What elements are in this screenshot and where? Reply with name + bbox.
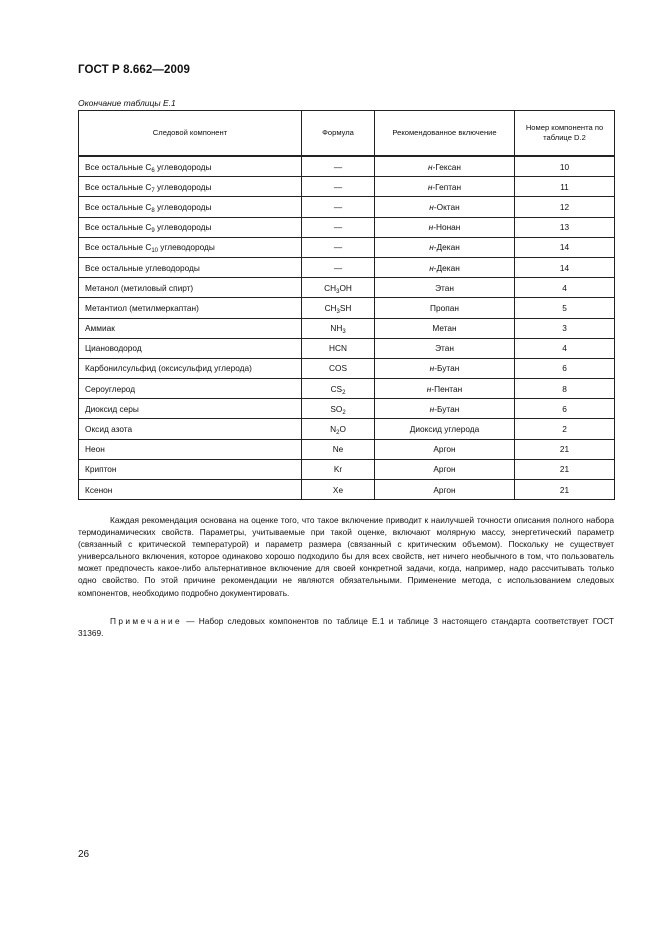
component-text: Все остальные С (85, 242, 152, 253)
cell-recommended (375, 197, 515, 217)
recommended-prefix: н (428, 222, 434, 233)
cell-number: 4 (515, 278, 615, 298)
cell-component (79, 439, 302, 459)
formula-text-end: SH (339, 302, 352, 313)
cell-recommended (375, 419, 515, 439)
cell-number: 21 (515, 439, 615, 459)
cell-recommended (375, 237, 515, 257)
cell-component (79, 197, 302, 217)
recommended-prefix: н (427, 181, 433, 192)
cell-recommended (375, 177, 515, 197)
component-text: Оксид азота (85, 424, 133, 435)
table-row (79, 480, 615, 500)
component-text: Аммиак (85, 323, 115, 334)
cell-recommended (375, 298, 515, 318)
formula-text: HCN (329, 343, 347, 354)
table-row (79, 459, 615, 479)
formula-subscript: 3 (342, 329, 346, 336)
recommended-text: -Бутан (434, 403, 460, 414)
table-row (79, 298, 615, 318)
recommended-text: Пропан (430, 302, 459, 313)
table-row (79, 338, 615, 358)
table-row (79, 197, 615, 217)
cell-formula (302, 358, 375, 378)
component-text: Циановодород (85, 343, 142, 354)
table-row (79, 278, 615, 298)
component-text-end: углеводороды (154, 181, 212, 192)
component-subscript: 8 (151, 207, 155, 214)
cell-recommended (375, 156, 515, 177)
recommended-text: -Нонан (433, 222, 461, 233)
formula-text: — (333, 262, 343, 273)
table-row (79, 439, 615, 459)
formula-text: CS (330, 383, 343, 394)
formula-text-end: O (339, 424, 346, 435)
formula-subscript: 2 (336, 430, 340, 437)
cell-number: 11 (515, 177, 615, 197)
cell-component (79, 379, 302, 399)
table-row (79, 419, 615, 439)
cell-recommended (375, 257, 515, 277)
recommended-text: Аргон (433, 464, 456, 475)
note-text: — Набор следовых компонентов по таблице Е.1 и таблице 3 настоящего стандарта соответствует ГОСТ 31369. (78, 616, 614, 639)
formula-text: — (333, 181, 343, 192)
component-text-end: углеводороды (154, 201, 212, 212)
cell-number: 6 (515, 399, 615, 419)
component-text-end: углеводороды (158, 242, 215, 253)
header-component: Следовой компонент (79, 111, 302, 157)
component-text: Карбонилсульфид (оксисульфид углерода) (85, 363, 252, 374)
formula-text: — (333, 222, 343, 233)
recommended-prefix: н (429, 403, 435, 414)
recommended-prefix: н (429, 262, 434, 273)
note-paragraph (78, 615, 614, 639)
formula-text-end: OH (339, 282, 352, 293)
table-row (79, 358, 615, 378)
component-text: Ксенон (85, 484, 113, 495)
cell-component (79, 217, 302, 237)
recommended-text: -Бутан (434, 363, 460, 374)
cell-recommended (375, 338, 515, 358)
recommended-text: -Гептан (432, 181, 462, 192)
cell-recommended (375, 459, 515, 479)
recommended-text: -Декан (433, 262, 460, 273)
recommended-prefix: н (429, 363, 435, 374)
cell-formula (302, 318, 375, 338)
table-row (79, 237, 615, 257)
header-formula: Формула (302, 111, 375, 157)
header-recommended: Рекомендованное включение (375, 111, 515, 157)
body-paragraph: Каждая рекомендация основана на оценке того, что такое включение приводит к наилучшей точности описания полного набора термодинамических свойств. Параметры, учитываемые при такой оценке, включают молярную массу, энергетический параметр (связанный с критической температурой) и параметр размера (связанный с критическим объемом). Поскольку не существует универсального включения, которое одинаково хорошо подходило бы для всех свойств, нет ничего необычного в том, что пользователь может предпочесть какое-либо альтернативное включение для своей конкретной задачи, когда, например, надо рассчитывать только одно свойство. По этой причине рекомендации не являются обязательными. Применение метода, с использованием следовых компонентов, необходимо подробно документировать. (78, 515, 614, 598)
cell-component (79, 338, 302, 358)
cell-number: 21 (515, 459, 615, 479)
header-number: Номер компонента по таблице D.2 (515, 111, 615, 157)
cell-formula (302, 439, 375, 459)
cell-formula (302, 217, 375, 237)
cell-component (79, 257, 302, 277)
cell-number: 21 (515, 480, 615, 500)
recommended-text: Этан (435, 343, 454, 354)
component-text: Все остальные С (85, 181, 152, 192)
recommended-prefix: н (428, 161, 433, 172)
table-header-row (79, 111, 615, 157)
cell-number: 10 (515, 156, 615, 177)
cell-component (79, 237, 302, 257)
cell-component (79, 177, 302, 197)
cell-formula (302, 197, 375, 217)
component-text: Все остальные С (85, 161, 152, 172)
component-text: Криптон (85, 464, 117, 475)
formula-text: Ne (332, 444, 344, 455)
cell-component (79, 278, 302, 298)
formula-text: — (333, 161, 343, 172)
cell-number: 3 (515, 318, 615, 338)
recommended-prefix: н (429, 242, 434, 253)
cell-formula (302, 278, 375, 298)
cell-number: 14 (515, 257, 615, 277)
component-text: Неон (85, 444, 105, 455)
cell-number: 12 (515, 197, 615, 217)
cell-component (79, 358, 302, 378)
component-text: Сероуглерод (85, 383, 136, 394)
formula-subscript: 3 (336, 288, 340, 295)
component-text: Метанол (метиловый спирт) (85, 282, 194, 293)
cell-recommended (375, 480, 515, 500)
note-label: Примечание (110, 616, 183, 626)
formula-subscript: 3 (336, 308, 340, 315)
cell-formula (302, 419, 375, 439)
trace-components-table (78, 110, 615, 500)
cell-formula (302, 379, 375, 399)
component-text: Диоксид серы (85, 403, 139, 414)
cell-component (79, 419, 302, 439)
table-row (79, 177, 615, 197)
recommended-text: Аргон (433, 444, 456, 455)
cell-formula (302, 177, 375, 197)
cell-formula (302, 298, 375, 318)
table-row (79, 257, 615, 277)
component-subscript: 9 (151, 228, 155, 235)
cell-recommended (375, 278, 515, 298)
table-row (79, 379, 615, 399)
component-text: Все остальные С (85, 201, 152, 212)
table-row (79, 217, 615, 237)
recommended-text: -Декан (433, 242, 460, 253)
table-row (79, 156, 615, 177)
cell-component (79, 480, 302, 500)
component-text-end: углеводороды (154, 161, 212, 172)
page-number: 26 (78, 849, 90, 860)
cell-formula (302, 338, 375, 358)
cell-formula (302, 257, 375, 277)
recommended-text: -Гексан (432, 161, 461, 172)
component-subscript: 7 (151, 187, 155, 194)
cell-component (79, 156, 302, 177)
recommended-text: Аргон (433, 484, 456, 495)
document-header: ГОСТ Р 8.662—2009 (78, 64, 190, 76)
cell-recommended (375, 379, 515, 399)
table-row (79, 318, 615, 338)
component-subscript: 6 (151, 167, 155, 174)
component-text: Все остальные С (85, 222, 152, 233)
cell-number: 14 (515, 237, 615, 257)
cell-formula (302, 459, 375, 479)
cell-formula (302, 237, 375, 257)
formula-subscript: 2 (342, 389, 346, 396)
cell-component (79, 298, 302, 318)
cell-recommended (375, 217, 515, 237)
recommended-text: Диоксид углерода (409, 424, 480, 435)
formula-text: CH (324, 282, 337, 293)
cell-formula (302, 480, 375, 500)
recommended-text: -Пентан (431, 383, 463, 394)
cell-formula (302, 156, 375, 177)
component-text: Метантиол (метилмеркаптан) (85, 302, 199, 313)
recommended-prefix: н (426, 383, 432, 394)
cell-number: 4 (515, 338, 615, 358)
cell-formula (302, 399, 375, 419)
cell-number: 6 (515, 358, 615, 378)
component-text: Все остальные углеводороды (85, 262, 200, 273)
formula-text: COS (329, 363, 347, 374)
formula-text: Kr (333, 464, 343, 475)
cell-recommended (375, 439, 515, 459)
formula-text: — (333, 201, 343, 212)
recommended-text: -Октан (433, 201, 460, 212)
formula-text: CH (324, 302, 337, 313)
formula-text: N (330, 424, 337, 435)
formula-text: Xe (332, 484, 344, 495)
cell-component (79, 459, 302, 479)
component-text-end: углеводороды (154, 222, 212, 233)
cell-component (79, 318, 302, 338)
formula-text: — (333, 242, 343, 253)
recommended-text: Этан (435, 282, 454, 293)
cell-number: 5 (515, 298, 615, 318)
formula-text: NH (330, 323, 343, 334)
recommended-text: Метан (432, 323, 457, 334)
cell-recommended (375, 399, 515, 419)
cell-recommended (375, 358, 515, 378)
formula-subscript: 2 (342, 409, 346, 416)
cell-number: 13 (515, 217, 615, 237)
cell-number: 2 (515, 419, 615, 439)
cell-number: 8 (515, 379, 615, 399)
formula-text: SO (330, 403, 343, 414)
component-subscript: 10 (151, 248, 158, 255)
table-caption: Окончание таблицы Е.1 (78, 98, 176, 108)
cell-component (79, 399, 302, 419)
recommended-prefix: н (429, 201, 434, 212)
table-row (79, 399, 615, 419)
cell-recommended (375, 318, 515, 338)
